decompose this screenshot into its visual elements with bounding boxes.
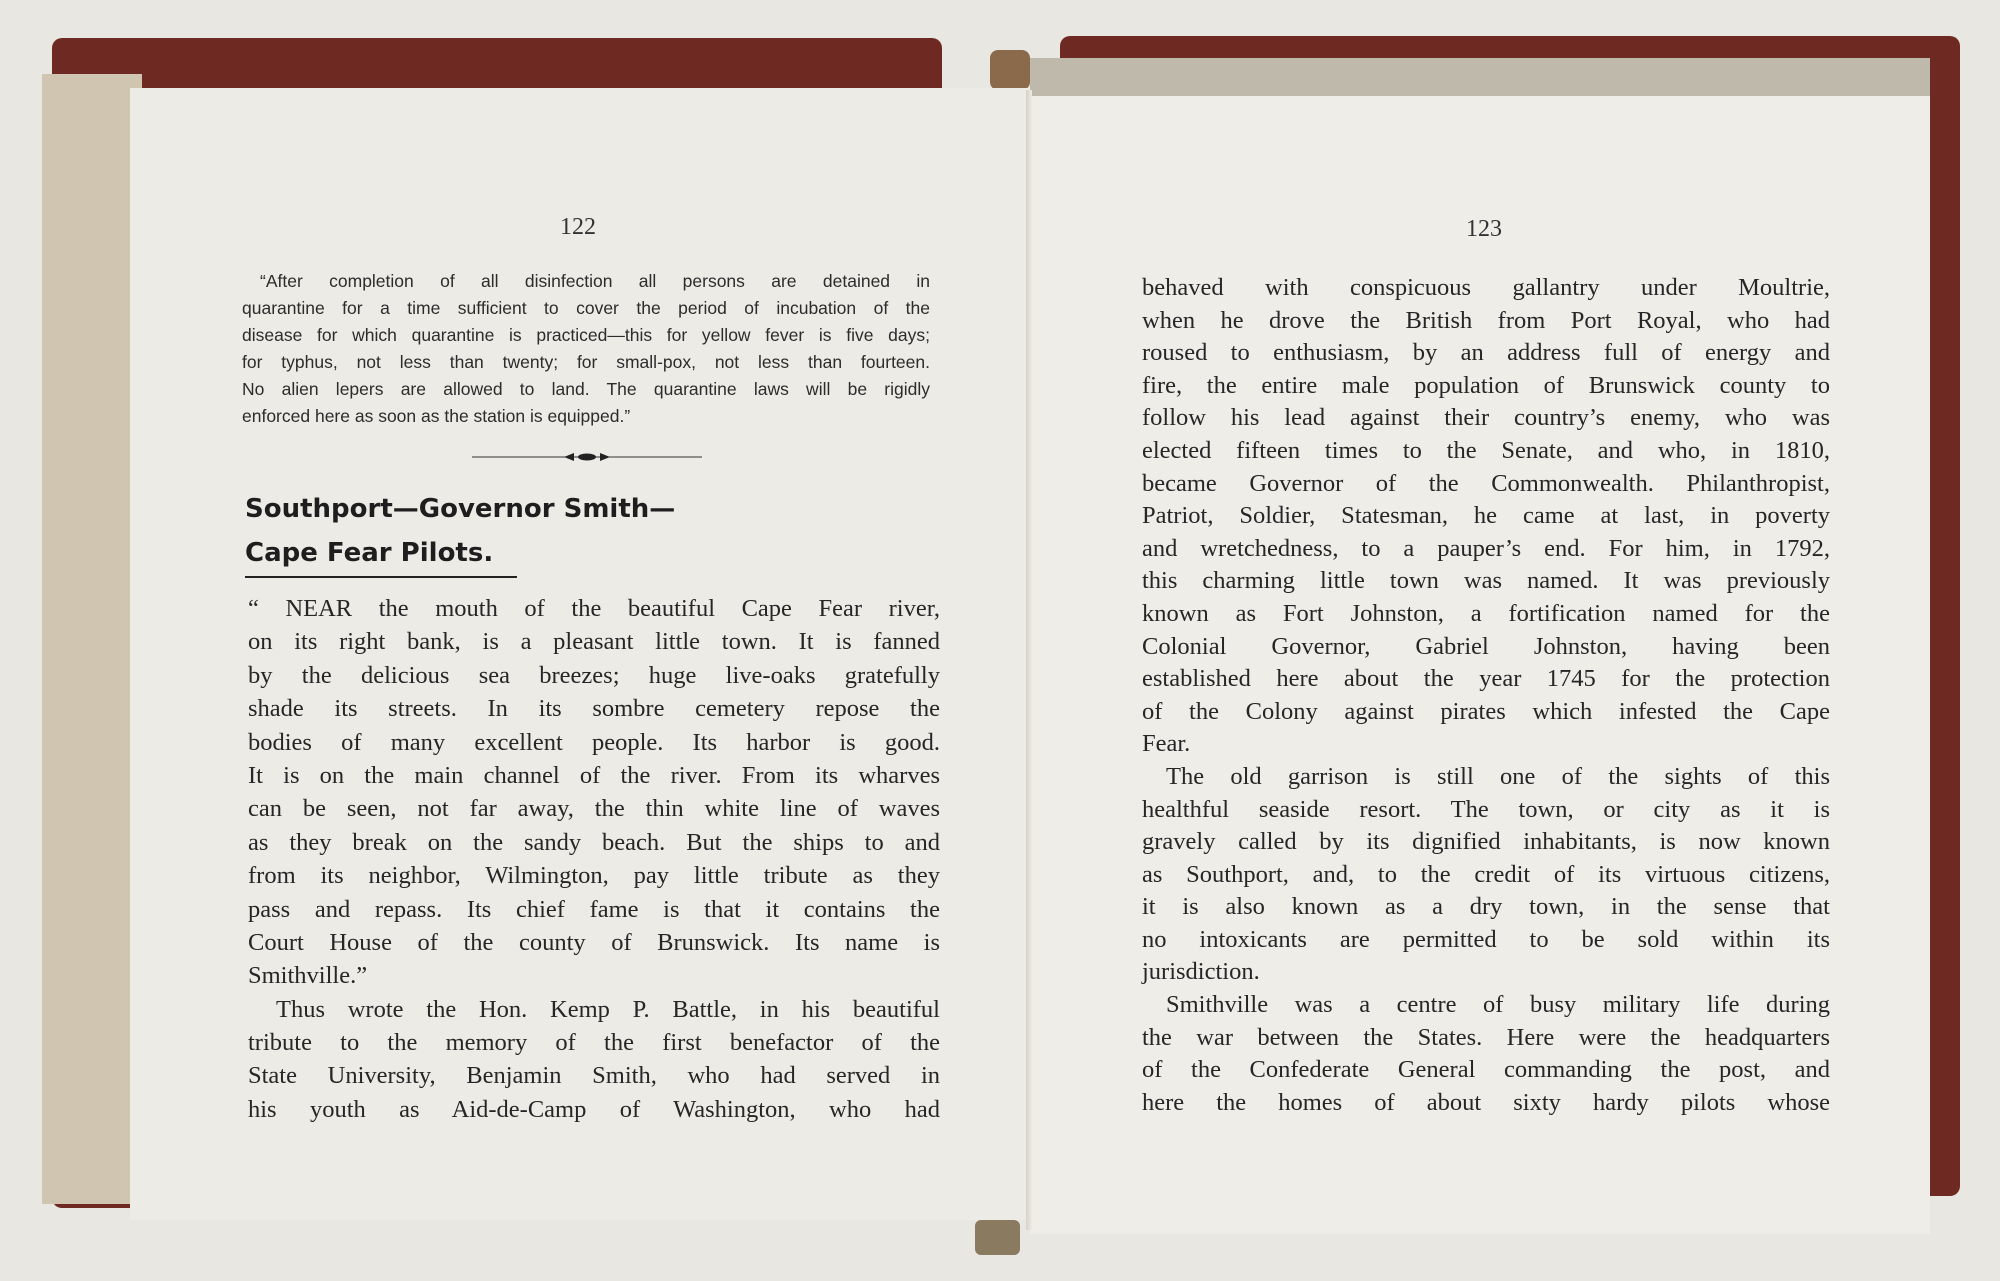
text-line: Fear. xyxy=(1142,730,1191,758)
text-line: on its right bank, is a pleasant little town. It is fanned xyxy=(248,628,940,656)
text-line: gravely called by its dignified inhabitants, is now known xyxy=(1142,828,1830,856)
page-number-right: 123 xyxy=(1466,216,1502,242)
text-line: Smithville was a centre of busy military life during xyxy=(1166,991,1830,1019)
text-line: It is on the main channel of the river. From its wharves xyxy=(248,761,940,789)
text-line: by the delicious sea breezes; huge live-oaks gratefully xyxy=(248,661,940,689)
text-line: this charming little town was named. It was previously xyxy=(1142,567,1830,595)
text-line: bodies of many excellent people. Its harbor is good. xyxy=(248,728,940,756)
text-line: here the homes of about sixty hardy pilots whose xyxy=(1142,1088,1830,1116)
text-line: known as Fort Johnston, a fortification named for the xyxy=(1142,599,1830,627)
text-line: pass and repass. Its chief fame is that it contains the xyxy=(248,895,940,923)
text-line: State University, Benjamin Smith, who had served in xyxy=(248,1062,940,1090)
text-line: elected fifteen times to the Senate, and who, in 1810, xyxy=(1142,436,1830,464)
text-line: roused to enthusiasm, by an address full of energy and xyxy=(1142,339,1830,367)
quote-line: quarantine for a time sufficient to cover the period of incubation of the xyxy=(242,298,930,318)
text-line: of the Confederate General commanding the post, and xyxy=(1142,1056,1830,1084)
heading-underline xyxy=(245,576,517,578)
text-line: of the Colony against pirates which infested the Cape xyxy=(1142,697,1830,725)
right-body-text xyxy=(1142,272,1830,1119)
text-line: Patriot, Soldier, Statesman, he came at last, in poverty xyxy=(1142,502,1830,530)
text-line: can be seen, not far away, the thin white line of waves xyxy=(248,795,940,823)
text-line: tribute to the memory of the first benefactor of the xyxy=(248,1029,940,1057)
text-line: no intoxicants are permitted to be sold within its xyxy=(1142,925,1830,953)
text-line: established here about the year 1745 for the protection xyxy=(1142,665,1830,693)
chapter-heading-line1: Southport—Governor Smith— xyxy=(245,494,676,524)
spine-thread-bottom xyxy=(975,1220,1020,1255)
chapter-heading-line2: Cape Fear Pilots. xyxy=(245,538,494,568)
left-body-text xyxy=(248,592,940,1126)
text-line: Court House of the county of Brunswick. Its name is xyxy=(248,928,940,956)
text-line: The old garrison is still one of the sights of this xyxy=(1166,762,1830,790)
text-line: as Southport, and, to the credit of its virtuous citizens, xyxy=(1142,860,1830,888)
page-number-left: 122 xyxy=(560,214,596,240)
text-line: jurisdiction. xyxy=(1142,958,1260,986)
text-line: as they break on the sandy beach. But the ships to and xyxy=(248,828,940,856)
text-line: it is also known as a dry town, in the sense that xyxy=(1142,893,1830,921)
text-line: Colonial Governor, Gabriel Johnston, having been xyxy=(1142,632,1830,660)
quote-line: disease for which quarantine is practiced—this for yellow fever is five days; xyxy=(242,325,930,345)
quarantine-quote xyxy=(242,268,930,430)
text-line: follow his lead against their country’s enemy, who was xyxy=(1142,404,1830,432)
quote-line: “After completion of all disinfection all persons are detained in xyxy=(260,271,930,291)
text-line: when he drove the British from Port Royal, who had xyxy=(1142,306,1830,334)
gutter xyxy=(1026,90,1032,1230)
text-line: behaved with conspicuous gallantry under Moultrie, xyxy=(1142,274,1830,301)
left-page-edges xyxy=(42,74,142,1204)
text-line: from its neighbor, Wilmington, pay little tribute as they xyxy=(248,862,940,890)
text-line: his youth as Aid-de-Camp of Washington, who had xyxy=(248,1095,940,1123)
text-line: and wretchedness, to a pauper’s end. For him, in 1792, xyxy=(1142,534,1830,562)
quote-line: for typhus, not less than twenty; for small-pox, not less than fourteen. xyxy=(242,352,930,372)
text-line: healthful seaside resort. The town, or city as it is xyxy=(1142,795,1830,823)
text-line: became Governor of the Commonwealth. Philanthropist, xyxy=(1142,469,1830,497)
right-page-top-edges xyxy=(1030,58,1930,98)
quote-line: enforced here as soon as the station is equipped.” xyxy=(242,406,631,426)
text-line: the war between the States. Here were the headquarters xyxy=(1142,1023,1830,1051)
ornament-divider xyxy=(472,450,702,464)
text-line: “ NEAR the mouth of the beautiful Cape Fear river, xyxy=(248,595,940,622)
text-line: fire, the entire male population of Brunswick county to xyxy=(1142,371,1830,399)
text-line: Thus wrote the Hon. Kemp P. Battle, in his beautiful xyxy=(276,995,940,1023)
text-line: Smithville.” xyxy=(248,962,368,990)
text-line: shade its streets. In its sombre cemetery repose the xyxy=(248,695,940,723)
quote-line: No alien lepers are allowed to land. The quarantine laws will be rigidly xyxy=(242,379,930,399)
spine-thread xyxy=(990,50,1030,90)
